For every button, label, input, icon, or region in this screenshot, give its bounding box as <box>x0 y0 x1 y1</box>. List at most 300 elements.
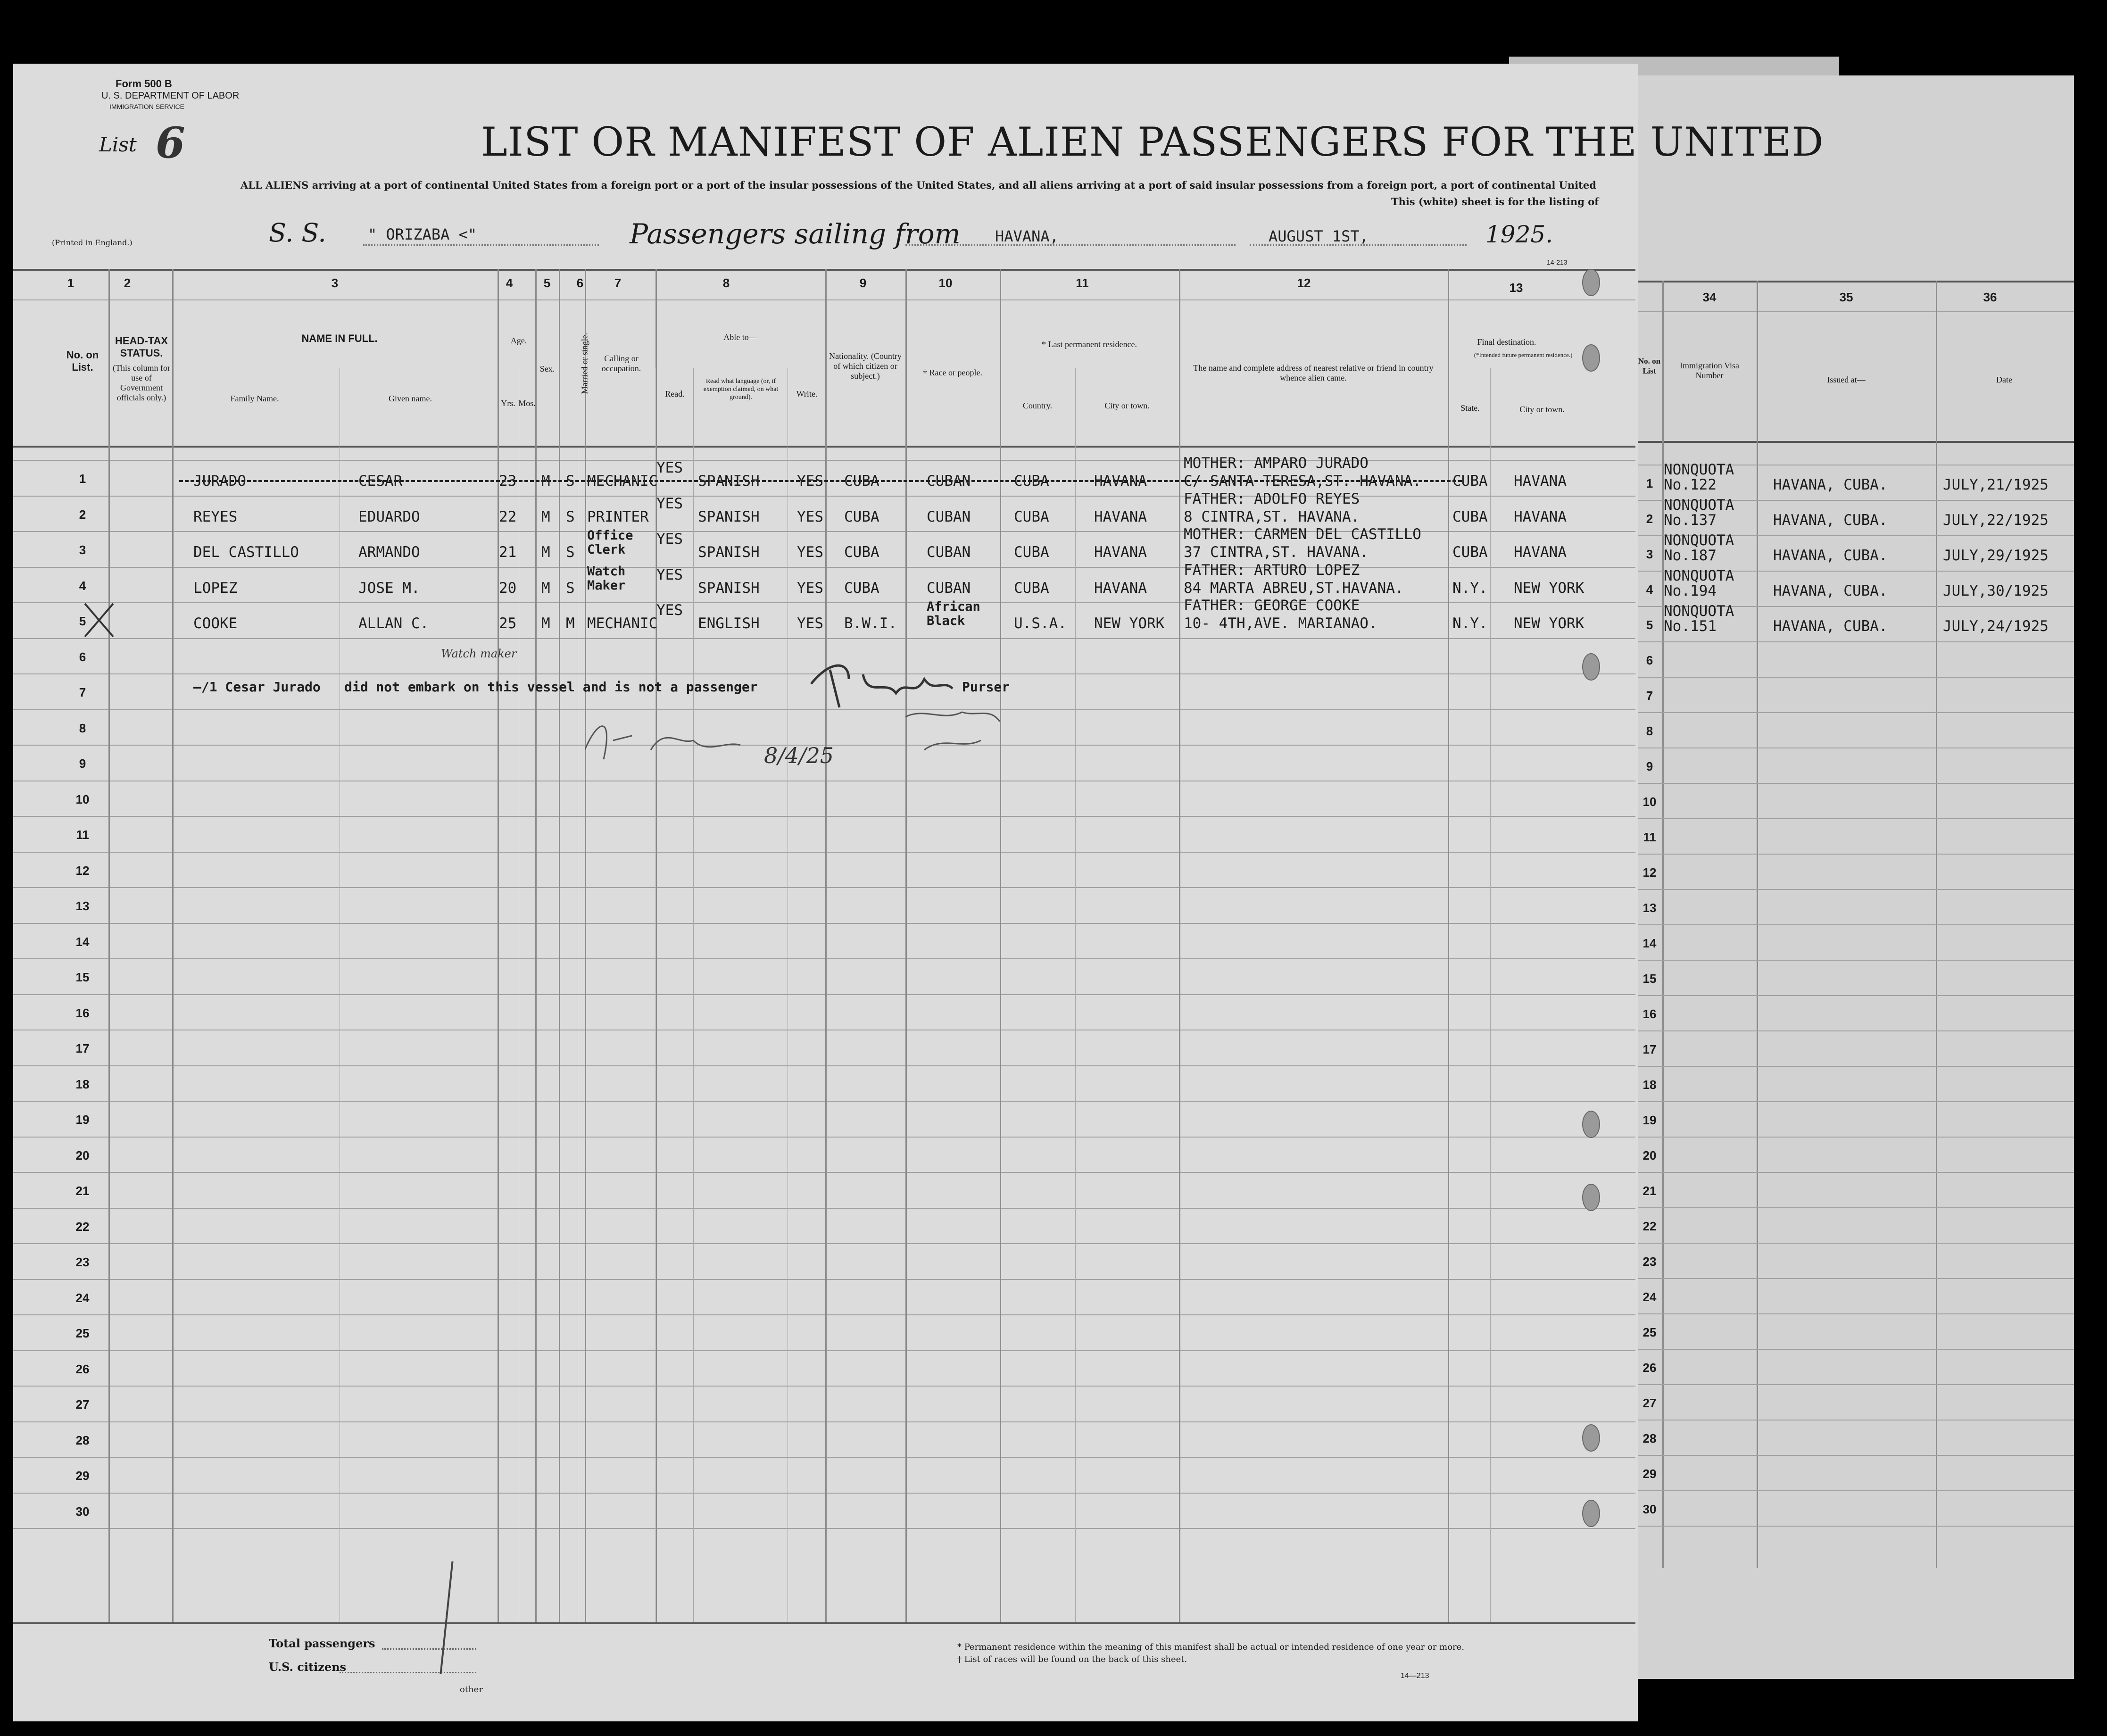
row-rule <box>13 1065 1635 1066</box>
form-title: LIST OR MANIFEST OF ALIEN PASSENGERS FOR THE UNITED <box>481 119 1824 165</box>
row-rule <box>13 994 1635 995</box>
row-rule <box>13 1279 1635 1280</box>
binder-hole <box>1582 269 1600 296</box>
right-row-number: 13 <box>1642 901 1657 915</box>
row-number: 2 <box>79 507 86 522</box>
race-cell: CUBAN <box>927 579 971 597</box>
hdr-final-destination: Final destination. <box>1477 337 1536 347</box>
right-row-number: 9 <box>1646 759 1653 773</box>
row-rule <box>13 1314 1635 1315</box>
sex-cell: M <box>541 615 550 632</box>
row-number: 9 <box>79 756 86 771</box>
right-row-rule <box>1638 1066 2074 1067</box>
visa-date-cell: JULY,22/1925 <box>1943 512 2049 529</box>
nationality-cell: B.W.I. <box>844 615 897 632</box>
read-cell: YES <box>656 495 683 512</box>
relative-address-cell: 84 MARTA ABREU,ST.HAVANA. <box>1184 579 1404 597</box>
row-number: 22 <box>75 1219 90 1234</box>
right-row-rule <box>1638 712 2074 713</box>
right-sheet <box>1638 75 2074 1679</box>
row-rule <box>13 923 1635 924</box>
header-top-rule <box>13 269 1635 271</box>
colnum-3: 3 <box>331 276 339 290</box>
hdr-race: † Race or people. <box>923 368 982 377</box>
right-row-number: 6 <box>1646 653 1653 667</box>
residence-country-cell: CUBA <box>1014 544 1049 561</box>
right-row-rule <box>1638 1243 2074 1244</box>
residence-city-cell: HAVANA <box>1094 508 1147 525</box>
table-bottom-rule <box>13 1622 1635 1624</box>
other-label: other <box>460 1685 483 1694</box>
col-divider <box>108 269 110 1622</box>
visa-number-cell: NONQUOTA No.187 <box>1664 532 1734 564</box>
strike-through-row-1 <box>179 480 1462 482</box>
hdr-visa: Immigration Visa Number <box>1679 361 1740 380</box>
marital-cell: S <box>566 544 575 561</box>
footnote-residence: * Permanent residence within the meaning of this manifest shall be actual or intended residence of one year or more. <box>957 1642 1465 1652</box>
total-passengers-label: Total passengers <box>269 1636 375 1650</box>
date-underline <box>1250 244 1467 246</box>
row-number: 26 <box>75 1362 90 1376</box>
colnum-13: 13 <box>1509 281 1523 295</box>
right-row-number: 5 <box>1646 618 1653 632</box>
write-cell: YES <box>797 544 823 561</box>
nationality-cell: CUBA <box>844 508 879 525</box>
row-rule <box>13 958 1635 959</box>
destination-state-cell: N.Y. <box>1452 579 1488 597</box>
destination-state-cell: CUBA <box>1452 544 1488 561</box>
sailing-date: AUGUST 1ST, <box>1269 227 1369 245</box>
destination-city-cell: HAVANA <box>1514 544 1567 561</box>
list-number: 6 <box>156 118 185 168</box>
right-row-rule <box>1638 960 2074 961</box>
race-cell: CUBAN <box>927 473 971 490</box>
language-cell: SPANISH <box>698 544 760 561</box>
row-number: 6 <box>79 649 86 664</box>
col-divider <box>905 269 907 1622</box>
row-number: 20 <box>75 1148 90 1163</box>
given-name-cell: ALLAN C. <box>358 615 429 632</box>
residence-city-cell: HAVANA <box>1094 544 1147 561</box>
colnum-7: 7 <box>614 276 622 290</box>
right-row-number: 1 <box>1646 476 1653 490</box>
read-cell: YES <box>656 459 683 476</box>
right-row-rule <box>1638 1172 2074 1173</box>
right-row-number: 19 <box>1642 1113 1657 1127</box>
age-cell: 25 <box>499 615 517 632</box>
hdr-able-to: Able to— <box>723 332 757 342</box>
row-rule <box>13 1172 1635 1173</box>
hdr-given-name: Given name. <box>389 394 432 403</box>
destination-state-cell: N.Y. <box>1452 615 1488 632</box>
footer-code: 14—213 <box>1401 1672 1429 1680</box>
form-code: 14-213 <box>1547 258 1568 266</box>
colnum-9: 9 <box>859 276 867 290</box>
race-cell: CUBAN <box>927 544 971 561</box>
cancel-mark <box>80 575 127 651</box>
form-subtitle: ALL ALIENS arriving at a port of continental United States from a foreign port or a port of the insular possessions of the United States, and all aliens arriving at a port of said insular possessions from a foreign port, a port of continental United <box>241 179 1596 191</box>
residence-city-cell: NEW YORK <box>1094 615 1165 632</box>
row-rule <box>13 1386 1635 1387</box>
relative-name-cell: FATHER: ARTURO LOPEZ <box>1184 561 1360 579</box>
row-number: 23 <box>75 1255 90 1269</box>
right-row-rule <box>1638 1455 2074 1456</box>
sex-cell: M <box>541 544 550 561</box>
right-row-number: 25 <box>1642 1325 1657 1339</box>
hdr-mos: Mos. <box>518 399 536 408</box>
relative-address-cell: 37 CINTRA,ST. HAVANA. <box>1184 544 1369 561</box>
not-embarked-text: did not embark on this vessel and is not a passenger <box>344 679 758 695</box>
right-row-rule <box>1638 1313 2074 1314</box>
right-row-rule <box>1638 818 2074 819</box>
right-row-rule <box>1638 1526 2074 1527</box>
col-divider <box>1179 269 1180 1622</box>
right-row-rule <box>1638 1207 2074 1208</box>
right-row-number: 4 <box>1646 582 1653 597</box>
row-number: 13 <box>75 899 90 913</box>
relative-name-cell: MOTHER: AMPARO JURADO <box>1184 455 1369 472</box>
right-row-number: 30 <box>1642 1502 1657 1516</box>
sex-cell: M <box>541 473 550 490</box>
right-row-number: 22 <box>1642 1219 1657 1233</box>
nationality-cell: CUBA <box>844 579 879 597</box>
residence-country-cell: U.S.A. <box>1014 615 1067 632</box>
hdr-state: State. <box>1460 403 1480 413</box>
hdr-read-language: Read what language (or, if exemption claimed, on what ground). <box>703 378 779 401</box>
binder-hole <box>1582 1424 1600 1452</box>
relative-name-cell: FATHER: ADOLFO REYES <box>1184 490 1360 507</box>
row-number: 10 <box>75 792 90 806</box>
row-number: 27 <box>75 1397 90 1412</box>
destination-state-cell: CUBA <box>1452 508 1488 525</box>
visa-date-cell: JULY,30/1925 <box>1943 582 2049 599</box>
visa-issued-cell: HAVANA, CUBA. <box>1773 582 1888 599</box>
family-name-cell: COOKE <box>193 615 238 632</box>
binder-hole <box>1582 1184 1600 1211</box>
printed-note: (Printed in England.) <box>52 238 133 247</box>
binder-hole <box>1582 344 1600 372</box>
row-rule <box>13 567 1635 568</box>
right-row-number: 29 <box>1642 1467 1657 1481</box>
marital-cell: S <box>566 508 575 525</box>
marital-cell: S <box>566 579 575 597</box>
write-cell: YES <box>797 615 823 632</box>
residence-city-cell: HAVANA <box>1094 579 1147 597</box>
residence-city-cell: HAVANA <box>1094 473 1147 490</box>
row-number: 28 <box>75 1433 90 1447</box>
row-rule <box>13 1421 1635 1422</box>
row-rule <box>13 1101 1635 1102</box>
row-rule <box>13 602 1635 603</box>
read-cell: YES <box>656 531 683 548</box>
relative-name-cell: FATHER: GEORGE COOKE <box>1184 597 1360 614</box>
colnum-rule <box>13 299 1635 300</box>
right-row-number: 7 <box>1646 689 1653 703</box>
row-number: 19 <box>75 1113 90 1127</box>
right-row-number: 21 <box>1642 1184 1657 1198</box>
right-row-number: 16 <box>1642 1007 1657 1021</box>
ship-underline <box>363 244 599 246</box>
colnum-4: 4 <box>506 276 513 290</box>
occupation-cell: Watch Maker <box>587 564 626 593</box>
family-name-cell: DEL CASTILLO <box>193 544 299 561</box>
visa-issued-cell: HAVANA, CUBA. <box>1773 512 1888 529</box>
hdr-name-in-full: NAME IN FULL. <box>301 332 378 344</box>
right-row-rule <box>1638 1030 2074 1031</box>
row-rule <box>13 887 1635 888</box>
language-cell: SPANISH <box>698 473 760 490</box>
destination-city-cell: HAVANA <box>1514 473 1567 490</box>
sheet-note: This (white) sheet is for the listing of <box>1391 196 1599 208</box>
right-row-number: 10 <box>1642 795 1657 809</box>
visa-number-cell: NONQUOTA No.122 <box>1664 461 1734 493</box>
age-cell: 20 <box>499 579 517 597</box>
hdr-married: Married or single. <box>580 332 589 394</box>
row-rule <box>13 1350 1635 1351</box>
purser-signature <box>585 651 1000 773</box>
row-rule <box>13 1208 1635 1209</box>
right-row-number: 3 <box>1646 547 1653 561</box>
given-name-cell: JOSE M. <box>358 579 420 597</box>
col-divider <box>585 269 586 1622</box>
destination-city-cell: HAVANA <box>1514 508 1567 525</box>
right-row-number: 14 <box>1642 936 1657 950</box>
col-divider <box>559 269 560 1622</box>
hdr-no-on-list: No. on List. <box>66 349 99 373</box>
destination-state-cell: CUBA <box>1452 473 1488 490</box>
row-number: 16 <box>75 1005 90 1020</box>
given-name-cell: ARMANDO <box>358 544 420 561</box>
right-row-number: 24 <box>1642 1290 1657 1304</box>
language-cell: ENGLISH <box>698 615 760 632</box>
visa-date-cell: JULY,24/1925 <box>1943 618 2049 635</box>
binder-hole <box>1582 653 1600 681</box>
row-rule <box>13 816 1635 817</box>
visa-number-cell: NONQUOTA No.151 <box>1664 603 1734 635</box>
nationality-cell: CUBA <box>844 473 879 490</box>
right-row-rule <box>1638 1384 2074 1385</box>
read-cell: YES <box>656 566 683 583</box>
given-name-cell: EDUARDO <box>358 508 420 525</box>
colnum-34: 34 <box>1702 290 1717 304</box>
annotation-lopez: Watch maker <box>441 647 517 660</box>
language-cell: SPANISH <box>698 579 760 597</box>
race-cell: African Black <box>927 599 980 628</box>
occupation-cell: PRINTER <box>587 508 649 525</box>
nationality-cell: CUBA <box>844 544 879 561</box>
hdr-country: Country. <box>1022 401 1053 410</box>
right-row-number: 15 <box>1642 972 1657 986</box>
departure-port: HAVANA, <box>995 227 1059 245</box>
inspector-date: 8/4/25 <box>764 743 834 768</box>
hdr-visa-date: Date <box>1996 375 2012 384</box>
hdr-last-residence: * Last permanent residence. <box>1042 340 1137 349</box>
row-number: 14 <box>75 934 90 949</box>
col-subdivider <box>655 368 656 1622</box>
right-row-rule <box>1638 1349 2074 1350</box>
hdr-issued-at: Issued at— <box>1827 375 1866 384</box>
write-cell: YES <box>797 508 823 525</box>
age-cell: 21 <box>499 544 517 561</box>
right-row-number: 18 <box>1642 1078 1657 1092</box>
hdr-right-no: No. on List <box>1638 357 1661 375</box>
right-row-number: 27 <box>1642 1396 1657 1410</box>
visa-number-cell: NONQUOTA No.194 <box>1664 567 1734 599</box>
total-dots <box>382 1648 476 1650</box>
citizens-dots <box>340 1672 476 1673</box>
port-underline <box>905 244 1236 246</box>
family-name-cell: REYES <box>193 508 238 525</box>
visa-number-cell: NONQUOTA No.137 <box>1664 497 1734 529</box>
read-cell: YES <box>656 602 683 619</box>
visa-issued-cell: HAVANA, CUBA. <box>1773 476 1888 493</box>
colnum-6: 6 <box>576 276 584 290</box>
row-rule <box>13 1493 1635 1494</box>
row-number: 18 <box>75 1077 90 1091</box>
age-cell: 23 <box>499 473 517 490</box>
right-row-rule <box>1638 641 2074 642</box>
header-bottom-rule <box>13 446 1635 448</box>
marital-cell: S <box>566 473 575 490</box>
row-rule <box>13 1528 1635 1529</box>
right-row-number: 8 <box>1646 724 1653 738</box>
row-number: 7 <box>79 685 86 699</box>
hdr-age: Age. <box>510 336 527 345</box>
row-number: 1 <box>79 472 86 486</box>
row-number: 24 <box>75 1290 90 1305</box>
sailing-year: 1925. <box>1485 221 1553 248</box>
list-label: List <box>99 133 137 156</box>
row-number: 30 <box>75 1504 90 1519</box>
right-row-rule <box>1638 1101 2074 1102</box>
write-cell: YES <box>797 473 823 490</box>
purser-label: Purser <box>962 679 1010 695</box>
right-row-number: 2 <box>1646 512 1653 526</box>
right-row-rule <box>1638 995 2074 996</box>
right-row-rule <box>1638 783 2074 784</box>
given-name-cell: CESAR <box>358 473 403 490</box>
residence-country-cell: CUBA <box>1014 508 1049 525</box>
marital-cell: M <box>566 615 575 632</box>
hdr-nationality: Nationality. (Country of which citizen or subject.) <box>829 351 902 381</box>
hdr-read: Read. <box>665 389 685 399</box>
row-rule <box>13 1243 1635 1244</box>
right-row-number: 26 <box>1642 1361 1657 1375</box>
colnum-5: 5 <box>543 276 551 290</box>
colnum-12: 12 <box>1297 276 1311 290</box>
col-divider <box>535 269 537 1622</box>
visa-date-cell: JULY,29/1925 <box>1943 547 2049 564</box>
right-row-rule <box>1638 677 2074 678</box>
right-row-number: 20 <box>1642 1148 1657 1163</box>
row-number: 17 <box>75 1041 90 1055</box>
residence-country-cell: CUBA <box>1014 473 1049 490</box>
right-colnum-rule <box>1638 311 2074 312</box>
right-row-rule <box>1638 889 2074 890</box>
right-row-rule <box>1638 1137 2074 1138</box>
hdr-yrs: Yrs. <box>501 399 515 408</box>
colnum-8: 8 <box>722 276 730 290</box>
row-number: 12 <box>75 863 90 878</box>
family-name-cell: JURADO <box>193 473 246 490</box>
visa-issued-cell: HAVANA, CUBA. <box>1773 547 1888 564</box>
write-cell: YES <box>797 579 823 597</box>
row-number: 4 <box>79 578 86 593</box>
colnum-35: 35 <box>1839 290 1853 304</box>
row-number: 8 <box>79 721 86 735</box>
hdr-head-tax: HEAD-TAX STATUS. <box>115 335 168 359</box>
sailing-label: Passengers sailing from <box>630 218 961 250</box>
hdr-calling: Calling or occupation. <box>601 354 641 373</box>
visa-issued-cell: HAVANA, CUBA. <box>1773 618 1888 635</box>
hdr-sex: Sex. <box>539 364 555 374</box>
occupation-cell: MECHANIC <box>587 615 658 632</box>
binder-hole <box>1582 1111 1600 1138</box>
row-number: 11 <box>76 828 89 842</box>
relative-address-cell: C/ SANTA TERESA,ST. HAVANA. <box>1184 473 1421 490</box>
footnote-races: † List of races will be found on the back of this sheet. <box>957 1654 1187 1664</box>
row-number: 3 <box>79 543 86 557</box>
row-rule <box>13 1137 1635 1138</box>
right-top-rule <box>1638 281 2074 282</box>
row-number: 5 <box>79 614 86 628</box>
right-row-number: 28 <box>1642 1431 1657 1445</box>
right-row-number: 12 <box>1642 865 1657 880</box>
right-row-number: 17 <box>1642 1042 1657 1056</box>
language-cell: SPANISH <box>698 508 760 525</box>
hdr-city: City or town. <box>1104 401 1150 410</box>
colnum-1: 1 <box>67 276 75 290</box>
relative-address-cell: 8 CINTRA,ST. HAVANA. <box>1184 508 1360 525</box>
right-row-rule <box>1638 854 2074 855</box>
row-number: 29 <box>75 1469 90 1483</box>
colnum-11: 11 <box>1076 276 1089 290</box>
row-rule <box>13 852 1635 853</box>
col-divider <box>1000 269 1001 1622</box>
hdr-head-tax-note: (This column for use of Government officials only.) <box>113 363 170 402</box>
ship-name: " ORIZABA <" <box>368 225 477 243</box>
hdr-write: Write. <box>796 389 818 399</box>
right-row-rule <box>1638 1490 2074 1491</box>
colnum-10: 10 <box>938 276 953 290</box>
form-number: Form 500 B <box>116 78 172 90</box>
age-cell: 22 <box>499 508 517 525</box>
row-number: 15 <box>75 970 90 984</box>
col-subdivider <box>693 368 694 1622</box>
residence-country-cell: CUBA <box>1014 579 1049 597</box>
row-rule <box>13 1457 1635 1458</box>
row-number: 25 <box>75 1326 90 1340</box>
colnum-36: 36 <box>1983 290 1997 304</box>
us-citizens-label: U.S. citizens <box>269 1660 347 1674</box>
col-subdivider <box>1075 368 1076 1622</box>
row-rule <box>13 638 1635 639</box>
service: IMMIGRATION SERVICE <box>109 103 184 110</box>
binder-hole <box>1582 1500 1600 1527</box>
col-subdivider <box>1490 368 1491 1622</box>
right-row-rule <box>1638 924 2074 925</box>
hdr-relative: The name and complete address of nearest relative or friend in country whence alien came. <box>1193 363 1434 382</box>
hdr-dest-city: City or town. <box>1519 405 1565 414</box>
row-rule <box>13 460 1635 461</box>
sex-cell: M <box>541 508 550 525</box>
col-divider <box>825 269 827 1622</box>
destination-city-cell: NEW YORK <box>1514 615 1584 632</box>
row-rule <box>13 496 1635 497</box>
colnum-2: 2 <box>124 276 131 290</box>
right-header-rule <box>1638 441 2074 443</box>
occupation-cell: MECHANIC <box>587 473 658 490</box>
